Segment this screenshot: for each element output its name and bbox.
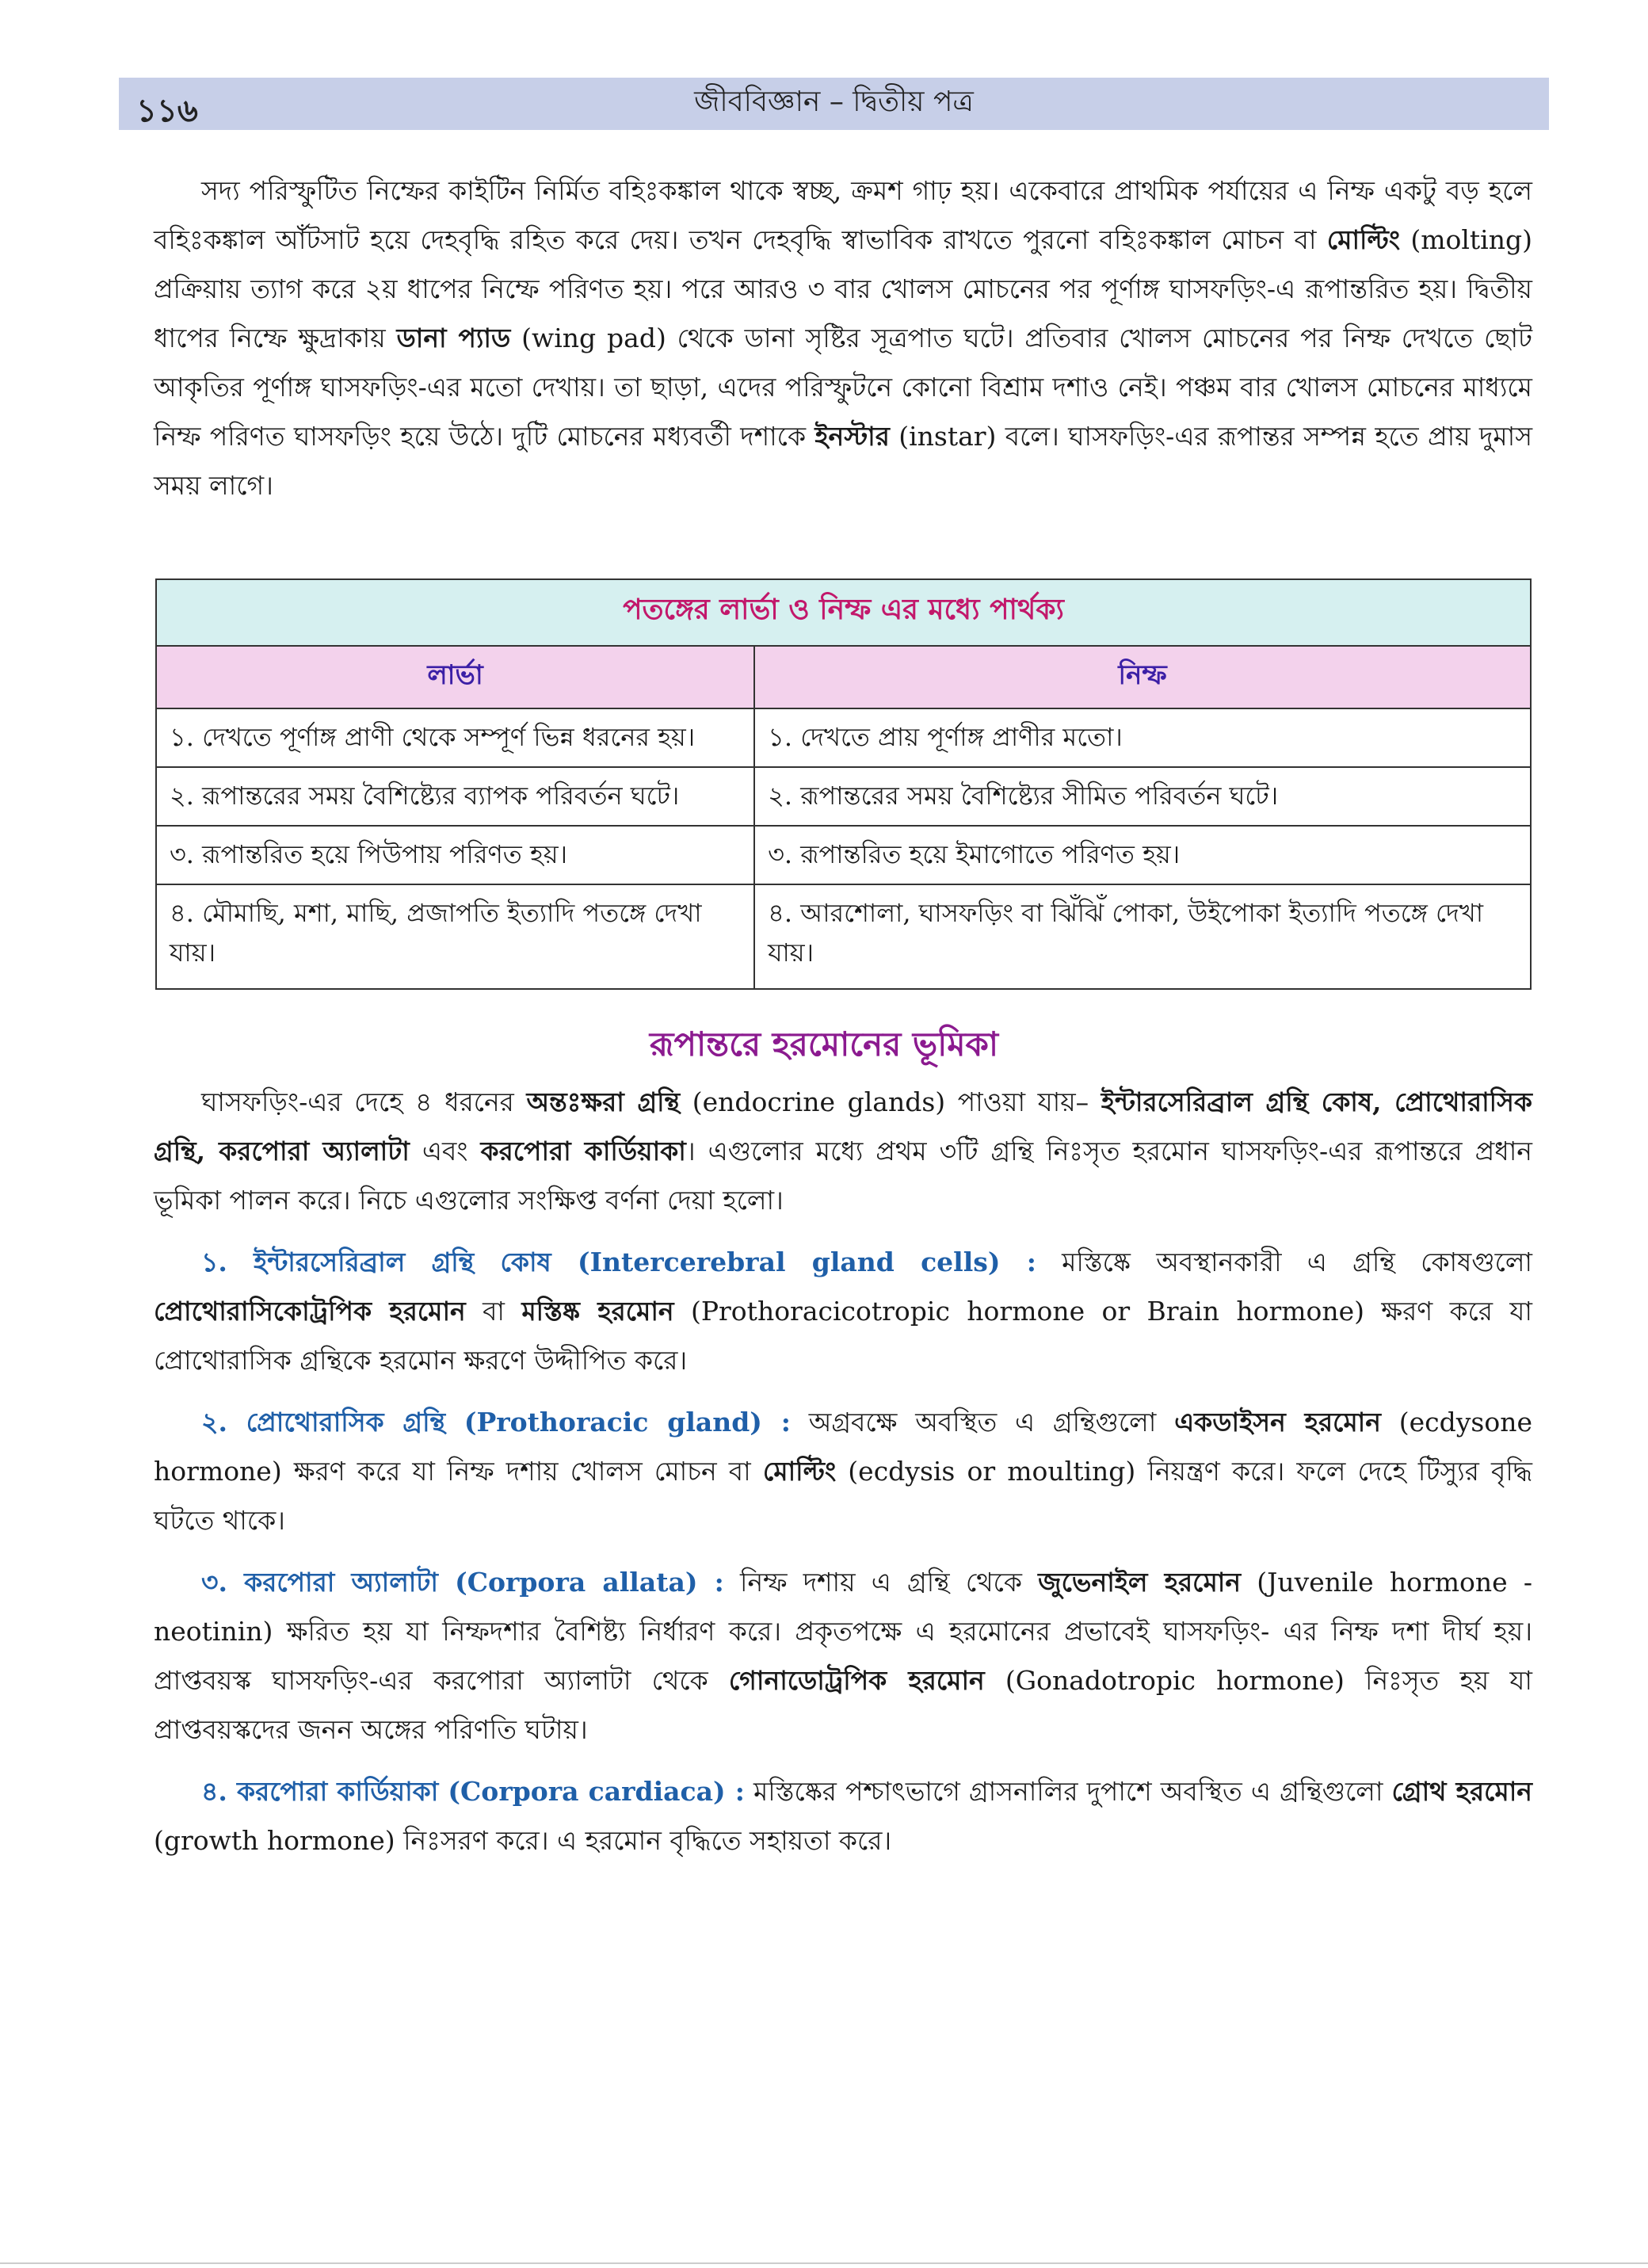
larva-cell: ৪. মৌমাছি, মশা, মাছি, প্রজাপতি ইত্যাদি পতঙ্গে দেখা যায়। — [156, 884, 754, 989]
term-endocrine: অন্তঃক্ষরা গ্রন্থি — [526, 1086, 681, 1117]
nymph-cell: ৪. আরশোলা, ঘাসফড়িং বা ঝিঁঝিঁ পোকা, উইপোকা ইত্যাদি পতঙ্গে দেখা যায়। — [754, 884, 1531, 989]
table-row — [156, 767, 1531, 826]
term-wing-pad: ডানা প্যাড — [396, 323, 511, 353]
term-molting: মোল্টিং — [1326, 224, 1401, 255]
nymph-cell: ৩. রূপান্তরিত হয়ে ইমাগোতে পরিণত হয়। — [754, 826, 1531, 884]
intro-text-3: (wing pad) থেকে ডানা সৃষ্টির সূত্রপাত ঘটে। প্রতিবার খোলস মোচনের পর নিম্ফ দেখতে ছোট আকৃতির পূর্ণাঙ্গ ঘাসফড়িং-এর মতো দেখায়। তা ছাড়া, এদের পরিস্ফুটনে কোনো বিশ্রাম দশাও নেই। পঞ্চম বার খোলস মোচনের মাধ্যমে নিম্ফ পরিণত ঘাসফড়িং হয়ে উঠে। দুটি মোচনের মধ্যবর্তী দশাকে — [154, 323, 1532, 452]
gland-term: প্রোথোরাসিকোট্রপিক হরমোন — [154, 1296, 466, 1327]
gland-item — [154, 1558, 1532, 1754]
larva-cell: ২. রূপান্তরের সময় বৈশিষ্ট্যের ব্যাপক পরিবর্তন ঘটে। — [156, 767, 754, 826]
nymph-cell: ২. রূপান্তরের সময় বৈশিষ্ট্যের সীমিত পরিবর্তন ঘটে। — [754, 767, 1531, 826]
gland-heading: ৩. করপোরা অ্যালাটা (Corpora allata) : — [201, 1567, 724, 1598]
term-instar: ইনস্টার — [814, 421, 890, 452]
gland-item — [154, 1767, 1532, 1865]
book-title: জীববিজ্ঞান – দ্বিতীয় পত্র — [694, 86, 974, 118]
gland-term: গোনাডোট্রপিক হরমোন — [728, 1665, 985, 1696]
term-glands-list: ইন্টারসেরিব্রাল গ্রন্থি কোষ, প্রোথোরাসিক গ্রন্থি, করপোরা অ্যালাটা — [154, 1086, 1533, 1166]
gland-text: বা — [465, 1296, 522, 1327]
table-row — [156, 826, 1531, 884]
gland-term: মস্তিষ্ক হরমোন — [521, 1296, 674, 1327]
gland-term: গ্রোথ হরমোন — [1391, 1776, 1532, 1807]
gland-heading: ১. ইন্টারসেরিব্রাল গ্রন্থি কোষ (Intercerebral gland cells) : — [201, 1247, 1036, 1277]
gland-heading: ৪. করপোরা কার্ডিয়াকা (Corpora cardiaca) : — [201, 1776, 745, 1807]
gland-text: (Juvenile hormone -neotinin) ক্ষরিত হয় যা নিম্ফদশার বৈশিষ্ট্য নির্ধারণ করে। প্রকৃতপক্ষে এ হরমোনের প্রভাবেই ঘাসফড়িং- এর নিম্ফ দশা দীর্ঘ হয়। প্রাপ্তবয়স্ক ঘাসফড়িং-এর করপোরা অ্যালাটা থেকে — [154, 1567, 1532, 1696]
section-title: রূপান্তরে হরমোনের ভূমিকা — [649, 1025, 999, 1063]
hormone-intro-text-3: এবং — [409, 1136, 481, 1166]
term-corpora-cardiaca: করপোরা কার্ডিয়াকা — [480, 1136, 686, 1166]
intro-text-1: সদ্য পরিস্ফুটিত নিম্ফের কাইটিন নির্মিত বহিঃকঙ্কাল থাকে স্বচ্ছ, ক্রমশ গাঢ় হয়। একেবারে প্রাথমিক পর্যায়ের এ নিম্ফ একটু বড় হলে বহিঃকঙ্কাল আঁটসাট হয়ে দেহবৃদ্ধি রহিত করে দেয়। তখন দেহবৃদ্ধি স্বাভাবিক রাখতে পুরনো বহিঃকঙ্কাল মোচন বা — [154, 175, 1532, 255]
gland-text: (Prothoracicotropic hormone or Brain hormone) ক্ষরণ করে যা প্রোথোরাসিক গ্রন্থিকে হরমোন ক্ষরণে উদ্দীপিত করে। — [154, 1296, 1533, 1376]
page-number: ১১৬ — [136, 92, 198, 129]
page-header — [119, 78, 1549, 130]
intro-section — [154, 166, 1532, 510]
gland-term: একডাইসন হরমোন — [1174, 1407, 1381, 1438]
gland-text: (ecdysone hormone) ক্ষরণ করে যা নিম্ফ দশায় খোলস মোচন বা — [154, 1407, 1533, 1487]
gland-heading: ২. প্রোথোরাসিক গ্রন্থি (Prothoracic gland) : — [201, 1407, 791, 1438]
gland-item — [154, 1398, 1532, 1545]
gland-text: (ecdysis or moulting) নিয়ন্ত্রণ করে। ফলে দেহে টিস্যুর বৃদ্ধি ঘটতে থাকে। — [154, 1456, 1532, 1536]
gland-text: অগ্রবক্ষে অবস্থিত এ গ্রন্থিগুলো — [790, 1407, 1175, 1438]
hormone-intro-text-4: । এগুলোর মধ্যে প্রথম ৩টি গ্রন্থি নিঃসৃত হরমোন ঘাসফড়িং-এর রূপান্তরে প্রধান ভূমিকা পালন করে। নিচে এগুলোর সংক্ষিপ্ত বর্ণনা দেয়া হলো। — [154, 1136, 1533, 1216]
table-title: পতঙ্গের লার্ভা ও নিম্ফ এর মধ্যে পার্থক্য — [156, 579, 1531, 646]
larva-cell: ৩. রূপান্তরিত হয়ে পিউপায় পরিণত হয়। — [156, 826, 754, 884]
col-header-nymph: নিম্ফ — [754, 646, 1531, 708]
hormone-intro-text-1: ঘাসফড়িং-এর দেহে ৪ ধরনের — [201, 1086, 527, 1117]
gland-text: মস্তিষ্কে অবস্থানকারী এ গ্রন্থি কোষগুলো — [1036, 1247, 1533, 1277]
gland-item — [154, 1238, 1532, 1385]
gland-text: (growth hormone) নিঃসরণ করে। এ হরমোন বৃদ্ধিতে সহায়তা করে। — [154, 1825, 892, 1856]
intro-text-4: (instar) বলে। ঘাসফড়িং-এর রূপান্তর সম্পন্ন হতে প্রায় দুমাস সময় লাগে। — [154, 421, 1532, 501]
hormone-intro-text-2: (endocrine glands) পাওয়া যায়– — [680, 1086, 1101, 1117]
hormone-intro-paragraph — [154, 1078, 1532, 1225]
gland-text: মস্তিষ্কের পশ্চাৎভাগে গ্রাসনালির দুপাশে অবস্থিত এ গ্রন্থিগুলো — [744, 1776, 1392, 1807]
table-row — [156, 884, 1531, 989]
hormone-section — [154, 1078, 1532, 1865]
intro-text-2: (molting) প্রক্রিয়ায় ত্যাগ করে ২য় ধাপের নিম্ফে পরিণত হয়। পরে আরও ৩ বার খোলস মোচনের পর পূর্ণাঙ্গ ঘাসফড়িং-এ রূপান্তরিত হয়। দ্বিতীয় ধাপের নিম্ফে ক্ষুদ্রাকায় — [154, 224, 1532, 353]
gland-term: মোল্টিং — [762, 1456, 837, 1487]
gland-term: জুভেনাইল হরমোন — [1038, 1567, 1242, 1598]
intro-paragraph — [154, 166, 1532, 510]
table-row — [156, 708, 1531, 767]
larva-cell: ১. দেখতে পূর্ণাঙ্গ প্রাণী থেকে সম্পূর্ণ ভিন্ন ধরনের হয়। — [156, 708, 754, 767]
nymph-cell: ১. দেখতে প্রায় পূর্ণাঙ্গ প্রাণীর মতো। — [754, 708, 1531, 767]
page-bottom-edge — [0, 2262, 1648, 2264]
gland-text: (Gonadotropic hormone) নিঃসৃত হয় যা প্রাপ্তবয়স্কদের জনন অঙ্গের পরিণতি ঘটায়। — [154, 1665, 1532, 1745]
gland-text: নিম্ফ দশায় এ গ্রন্থি থেকে — [723, 1567, 1039, 1598]
larva-nymph-table — [155, 578, 1532, 990]
col-header-larva: লার্ভা — [156, 646, 754, 708]
